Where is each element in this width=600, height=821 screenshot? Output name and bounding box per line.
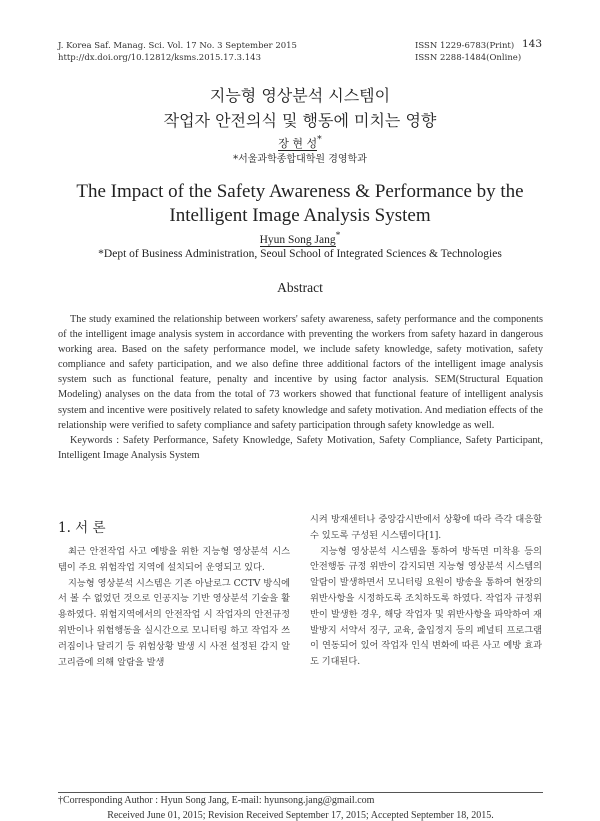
page-number: 143 <box>521 38 542 50</box>
intro-paragraph-continued: 시켜 방재센터나 중앙감시반에서 상황에 따라 즉각 대응할 수 있도록 구성된 시스템이다[1]. <box>310 514 542 541</box>
section-heading-intro: 1. 서 론 <box>58 520 106 536</box>
left-column <box>58 544 290 670</box>
issn-print: ISSN 1229-6783(Print) <box>415 41 515 51</box>
intro-paragraph-1: 최근 안전작업 사고 예방을 위한 지능형 영상분석 시스템이 주요 위험작업 지역에 설치되어 운영되고 있다. <box>58 546 290 573</box>
korean-author <box>0 134 600 151</box>
english-affiliation: *Dept of Business Administration, Seoul School of Integrated Sciences & Technologies <box>98 248 502 260</box>
intro-paragraph-3: 지능형 영상분석 시스템을 통하여 방독면 미착용 등의 안전행동 규정 위반이 감지되면 지능형 영상분석 시스템의 알람이 발생하면서 모니터링 요원이 방송을 통하여 현장의 위반사항을 시정하도록 조치하도록 하였다. 작업자 규정위반이 발생한 경우, 해당 작업자 및 위반사항을 파악하여 재발방지 서약서 징구, 교육, 출입정지 등의 페널티 프로그램이 연동되어 있어 작업자 인식 변화에 따른 사고 예방 효과도 기대된다. <box>310 545 542 668</box>
korean-affiliation: *서울과학종합대학원 경영학과 <box>233 154 367 165</box>
english-author-name: Hyun Song Jang <box>259 233 336 246</box>
abstract-block <box>58 312 543 463</box>
intro-paragraph-2: 지능형 영상분석 시스템은 기존 아날로그 CCTV 방식에서 볼 수 없었던 것으로 인공지능 기반 영상분석 기술을 활용하였다. 위험지역에서의 안전작업 시 작업자의 안전규정 위반이나 위험행동을 실시간으로 모니터링 하고 작업자 쓰러짐이나 달리기 등 위험상황 발생 시 사전 설정된 감지 알고리즘에 의해 알람을 발생 <box>58 577 290 668</box>
abstract-heading: Abstract <box>277 280 323 295</box>
korean-author-mark: * <box>317 134 322 145</box>
doi-link[interactable]: http://dx.doi.org/10.12812/ksms.2015.17.3.143 <box>58 53 261 63</box>
english-title-line1: The Impact of the Safety Awareness & Performance by the <box>76 181 524 202</box>
corresponding-author-note: †Corresponding Author : Hyun Song Jang, E-mail: hyunsong.jang@gmail.com <box>58 795 375 806</box>
right-column <box>310 512 542 670</box>
abstract-body: The study examined the relationship between workers' safety awareness, safety performance and the components of the intelligent image analysis system in accordance with preventing the workers from safety hazard in dangerous working area. Based on the safety performance model, we include safety knowledge, safety motivation, safety compliance and safety participation, and we also define three additional factors of the intelligent image analysis system such as functional feature, penalty and incentive by using factor analysis. SEM(Structural Equation Modeling) analyses on the data from the total of 73 workers showed that functional feature of intelligent analysis system and incentive were positively related to safety knowledge and safety motivation. And mediation effects of the relationship were verified to safety compliance and safety participation through safety knowledge as well. <box>58 314 543 431</box>
korean-author-name: 장 현 성 <box>278 136 318 150</box>
english-author-mark: * <box>335 230 341 241</box>
journal-info <box>58 40 297 64</box>
korean-title-line1: 지능형 영상분석 시스템이 <box>209 86 391 105</box>
issn-online: ISSN 2288-1484(Online) <box>415 53 522 63</box>
english-author <box>0 230 600 246</box>
issn-info <box>415 40 521 64</box>
received-dates: Received June 01, 2015; Revision Received September 17, 2015; Accepted September 18, 2015. <box>107 810 494 821</box>
journal-citation: J. Korea Saf. Manag. Sci. Vol. 17 No. 3 September 2015 <box>58 41 297 51</box>
korean-title-line2: 작업자 안전의식 및 행동에 미치는 영향 <box>163 111 437 130</box>
footnote-divider <box>58 792 543 793</box>
keywords: Keywords : Safety Performance, Safety Knowledge, Safety Motivation, Safety Compliance, Safety Participant, Intelligent Image Analysis System <box>58 434 543 461</box>
english-title-line2: Intelligent Image Analysis System <box>169 205 431 226</box>
